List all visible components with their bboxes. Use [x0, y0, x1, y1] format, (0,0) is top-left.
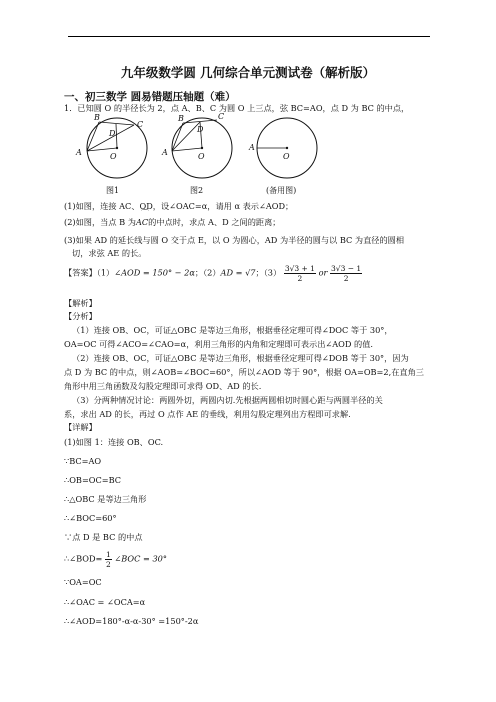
analysis-line-5: 角形中用三角函数及勾股定理即可求得 OD、AD 的长. — [64, 381, 262, 391]
answer-line — [64, 264, 362, 283]
fig3-label-a: A — [249, 143, 255, 152]
sub-question-3-line-2: 切，求弦 AE 的长。 — [72, 248, 147, 258]
oa-oc-line: ∵OA=OC — [64, 577, 102, 587]
fig1-label-d: D — [109, 129, 116, 138]
arc-ac: ⌒ AC — [135, 209, 149, 227]
caption-backup-figure: (备用图) — [266, 186, 297, 195]
section-heading: 一、初三数学 圆易错题压轴题（难） — [64, 91, 236, 103]
q2-text-after: 的中点时，求点 A、D 之间的距离； — [148, 217, 281, 227]
figure-set — [70, 113, 320, 183]
header-rule — [68, 36, 430, 37]
answer-2: AD = √7 — [220, 267, 256, 278]
sub-question-2 — [64, 209, 281, 228]
fig2-label-c: C — [218, 113, 225, 121]
solution-line-2: ∵BC=AO — [64, 456, 102, 466]
answer-sep-3: ；（3） — [255, 267, 282, 278]
answer-sep-2: ；（2） — [194, 267, 221, 278]
analysis-line-1: （1）连接 OB、OC，可证△OBC 是等边三角形，根据垂径定理可得∠DOC 等于 30°， — [72, 325, 393, 335]
doc-title: 九年级数学圆 几何综合单元测试卷（解析版） — [120, 65, 376, 80]
fenxi-label: 【分析】 — [64, 311, 97, 321]
fig1-label-b: B — [94, 113, 100, 122]
figure-2 — [161, 113, 232, 178]
fig2-label-d: D — [197, 125, 204, 134]
analysis-line-4: 点 D 为 BC 的中点，则∠AOB=∠BOC=60°，所以∠AOD 等于 90°，根据 OA=OB=2,在直角三 — [64, 367, 424, 377]
analysis-line-3: （2）连接 OB、OC，可证△OBC 是等边三角形，根据垂径定理可得∠DOB 等于 30°，因为 — [72, 353, 409, 363]
aod-line: ∴∠AOD=180°-α-α-30° =150°-2α — [64, 616, 199, 626]
solution-line-4: ∴△OBC 是等边三角形 — [64, 494, 147, 504]
solution-line-1: (1)如图 1：连接 OB、OC. — [64, 437, 164, 447]
answer-3-fraction-2: $\frac{3√3 - 1}{2}$ — [331, 264, 362, 283]
figure-1 — [75, 113, 147, 178]
analysis-label: 【解析】 — [64, 298, 97, 308]
caption-figure-2: 图2 — [190, 186, 204, 195]
solution-line-6: ∵点 D 是 BC 的中点 — [64, 532, 143, 542]
sub-question-3-line-1: (3)如果 AD 的延长线与圆 O 交于点 E，以 O 为圆心，AD 为半径的圆与以 BC 为直径的圆相 — [64, 235, 405, 245]
caption-figure-1: 图1 — [106, 186, 120, 195]
detail-label: 【详解】 — [64, 422, 97, 432]
oac-line: ∴∠OAC = ∠OCA=α — [64, 597, 146, 607]
solution-line-5: ∴∠BOC=60° — [64, 513, 117, 523]
answer-label: 【答案】（1） — [64, 267, 115, 278]
fig2-label-b: B — [178, 114, 184, 123]
figure-backup — [248, 118, 317, 178]
question-intro: 1．已知圆 O 的半径长为 2，点 A、B、C 为圆 O 上三点，弦 BC=AO，点 D 为 BC 的中点， — [64, 103, 410, 113]
fig1-label-a: A — [76, 148, 82, 157]
bod-fraction: $\frac{1}{2}$ — [106, 550, 111, 569]
answer-3-fraction-1: $\frac{3√3 + 1}{2}$ — [284, 264, 315, 283]
fig3-label-o: O — [283, 152, 290, 161]
arc-mark-icon: ⌒ — [140, 209, 149, 218]
solution-line-3: ∴OB=OC=BC — [64, 475, 122, 485]
fig2-label-o: O — [198, 152, 205, 161]
analysis-line-2: OA=OC 可得∠ACO=∠CAO=α，利用三角形的内角和定理即可表示出∠AOD 的值. — [64, 339, 374, 349]
q2-text-before: (2)如图，当点 B 为 — [64, 217, 136, 227]
bod-line: ∴∠BOD= $\frac{1}{2}$ ∠BOC = 30° — [64, 550, 167, 569]
answer-3-or: or — [318, 267, 328, 278]
fig2-label-a: A — [162, 148, 168, 157]
analysis-line-6: （3）分两种情况讨论：两圆外切，两圆内切.先根据两圆相切时圆心距与两圆半径的关 — [72, 395, 383, 405]
sub-question-1: (1)如图，连接 AC、OD，设∠OAC=α，请用 α 表示∠AOD； — [64, 201, 294, 211]
fig1-label-c: C — [137, 120, 144, 129]
answer-1: ∠AOD = 150° − 2α — [114, 267, 195, 278]
fig1-label-o: O — [110, 152, 117, 161]
analysis-line-7: 系，求出 AD 的长，再过 O 点作 AE 的垂线，利用勾股定理列出方程即可求解. — [64, 409, 351, 419]
